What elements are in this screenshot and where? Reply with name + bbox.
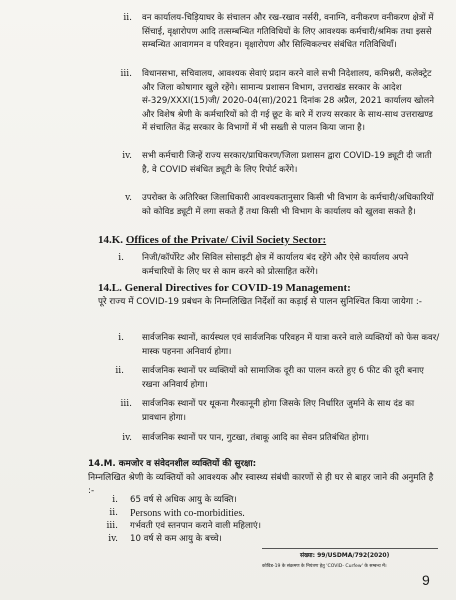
list-item-text: Persons with co-morbidities. (130, 508, 245, 519)
list-item-text: सार्वजनिक स्थानों, कार्यस्थल एवं सार्वजनिक परिवहन में यात्रा करने वाले व्यक्तियों को फेस कवर/मास्क पहनना अनिवार्य होगा। (142, 333, 440, 357)
footer-divider (262, 548, 438, 549)
section-k-number: 14.K. (98, 234, 124, 246)
list-item-number: iii. (120, 69, 132, 79)
page-number: 9 (422, 572, 430, 588)
section-m-heading: 14.M. कमजोर व संवेदनशील व्यक्तियों की सुरक्षा: (88, 459, 257, 469)
footer-reference-number: संख्या: 99/USDMA/792(2020) (300, 552, 390, 559)
list-item-number: i. (118, 253, 124, 263)
list-item-text: सार्वजनिक स्थानों पर व्यक्तियों को सामाजिक दूरी का पालन करते हुए 6 फीट की दूरी बनाए रखना अनिवार्य होगा। (142, 366, 424, 390)
list-item-number: iii. (106, 521, 118, 531)
list-item-number: iv. (108, 534, 118, 544)
list-item-number: i. (112, 495, 118, 505)
list-item-text: 65 वर्ष से अधिक आयु के व्यक्ति। (130, 495, 237, 505)
list-item-text: सार्वजनिक स्थानों पर थूकना गैरकानूनी होगा जिसके लिए निर्धारित जुर्माने के साथ दंड का प्रावधान होगा। (142, 399, 415, 423)
section-k-title: Offices of the Private/ Civil Society Sector: (125, 234, 327, 246)
list-item-text: सभी कर्मचारी जिन्हें राज्य सरकार/प्राधिकरण/जिला प्रशासन द्वारा COVID-19 ड्यूटी दी जाती है, वे COVID संबंधित ड्यूटी के लिए रिपोर्ट करेंगे। (142, 151, 432, 175)
list-item-number: iv. (122, 151, 132, 161)
list-item-text: गर्भवती एवं स्तनपान कराने वाली महिलाएं। (130, 521, 262, 531)
list-item-number: iv. (122, 433, 132, 443)
list-item-number: ii. (115, 366, 124, 376)
section-k-heading (98, 234, 326, 247)
list-item-number: v. (125, 193, 132, 203)
list-item-number: iii. (120, 399, 132, 409)
section-l-heading: 14.L. General Directives for COVID-19 Management: (98, 282, 351, 294)
list-item-number: ii. (123, 13, 132, 23)
list-item-text: वन कार्यालय-चिड़ियाघर के संचालन और रख-रखाव नर्सरी, वनाग्नि, वनीकरण वनीकरण क्षेत्रों में सिंचाई, वृक्षारोपण आदि तत्सम्बन्धित गतिविधियों के लिए आवश्यक कर्मचारी/श्रमिक तथा इससे सम्बन्धित आवागमन व परिवहन। वृक्षारोपण और सिल्विकल्चर संबंधित गतिविधियाँ। (142, 13, 434, 50)
list-item-text: 10 वर्ष से कम आयु के बच्चे। (130, 534, 222, 544)
list-item-text: निजी/कॉर्पोरेट और सिविल सोसाइटी क्षेत्र में कार्यालय बंद रहेंगे और ऐसे कार्यालय अपने कर्मचारियों के लिए घर से काम करने को प्रोत्साहित करेंगे। (142, 253, 409, 277)
list-item-text: उपरोक्त के अतिरिक्त जिलाधिकारी आवश्यकतानुसार किसी भी विभाग के कर्मचारी/अधिकारियों को कोविड ड्यूटी में लगा सकते हैं तथा किसी भी विभाग के कार्यालय को खुलवा सकते है। (142, 193, 434, 217)
list-item-number: ii. (109, 508, 118, 518)
section-m-intro: निम्नलिखित श्रेणी के व्यक्तियों को आवश्यक और स्वास्थ्य संबंधी कारणों से ही घर से बाहर जाने की अनुमति है :- (88, 473, 434, 496)
list-item-text: विधानसभा, सचिवालय, आवश्यक सेवाएं प्रदान करने वाले सभी निदेशालय, कमिश्नरी, कलेक्ट्रेट और जिला कोषागार खुले रहेंगे। सामान्य प्रशासन विभाग, उत्तराखंड सरकार के आदेश सं-329/XXXI(15)जी/ 2020-04(सा)/2021 दिनांक 28 अप्रैल, 2021 कार्यालय खोलने और विशेष श्रेणी के कर्मचारियों को दी गई छूट के बारे में राज्य सरकार के साथ-साथ उत्तराखण्ड में संचालित केंद्र सरकार के विभागों में भी सख्ती से पालन किया जाना है। (142, 69, 434, 133)
section-l-intro: पूरे राज्य में COVID-19 प्रबंधन के निम्नलिखित निर्देशों का कड़ाई से पालन सुनिश्चित किया जायेगा :- (98, 297, 422, 307)
footer-subtitle: कोविड-19 के संक्रमण के नियंत्रण हेतु 'COVID- Curfew' के सम्बन्ध में। (262, 564, 387, 569)
list-item-text: सार्वजनिक स्थानों पर पान, गुटखा, तंबाकू आदि का सेवन प्रतिबंधित होगा। (142, 433, 369, 443)
list-item-number: i. (118, 333, 124, 343)
